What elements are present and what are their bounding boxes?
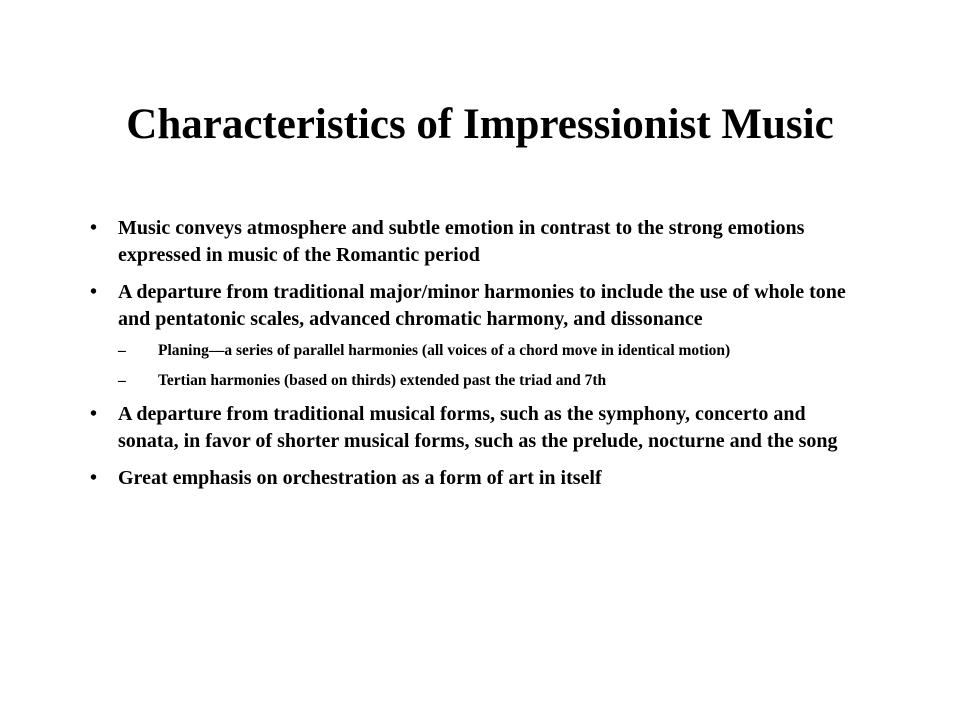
bullet-item [0, 401, 960, 455]
sub-bullet-text: Planing—a series of parallel harmonies (all voices of a chord move in identical motion) [158, 342, 731, 359]
bullet-list [0, 215, 960, 502]
bullet-text: A departure from traditional major/minor harmonies to include the use of whole tone and pentatonic scales, advanced chromatic harmony, and dissonance [118, 281, 846, 330]
bullet-icon: • [90, 217, 98, 239]
dash-icon: – [118, 342, 126, 359]
bullet-item [0, 465, 960, 492]
slide-title: Characteristics of Impressionist Music [126, 101, 834, 148]
bullet-item [0, 279, 960, 391]
bullet-icon: • [90, 281, 98, 303]
bullet-text: A departure from traditional musical forms, such as the symphony, concerto and sonata, in favor of shorter musical forms, such as the prelude, nocturne and the song [118, 403, 838, 452]
sub-bullet-text: Tertian harmonies (based on thirds) extended past the triad and 7th [158, 372, 607, 389]
bullet-icon: • [90, 403, 98, 425]
dash-icon: – [118, 372, 126, 389]
bullet-icon: • [90, 467, 98, 489]
bullet-text: Music conveys atmosphere and subtle emotion in contrast to the strong emotions expressed in music of the Romantic period [118, 217, 805, 266]
bullet-text: Great emphasis on orchestration as a form of art in itself [118, 467, 602, 489]
sub-bullet-item [118, 341, 860, 361]
sub-bullet-item [118, 371, 860, 391]
sub-bullet-list [118, 341, 860, 391]
bullet-item [0, 215, 960, 269]
